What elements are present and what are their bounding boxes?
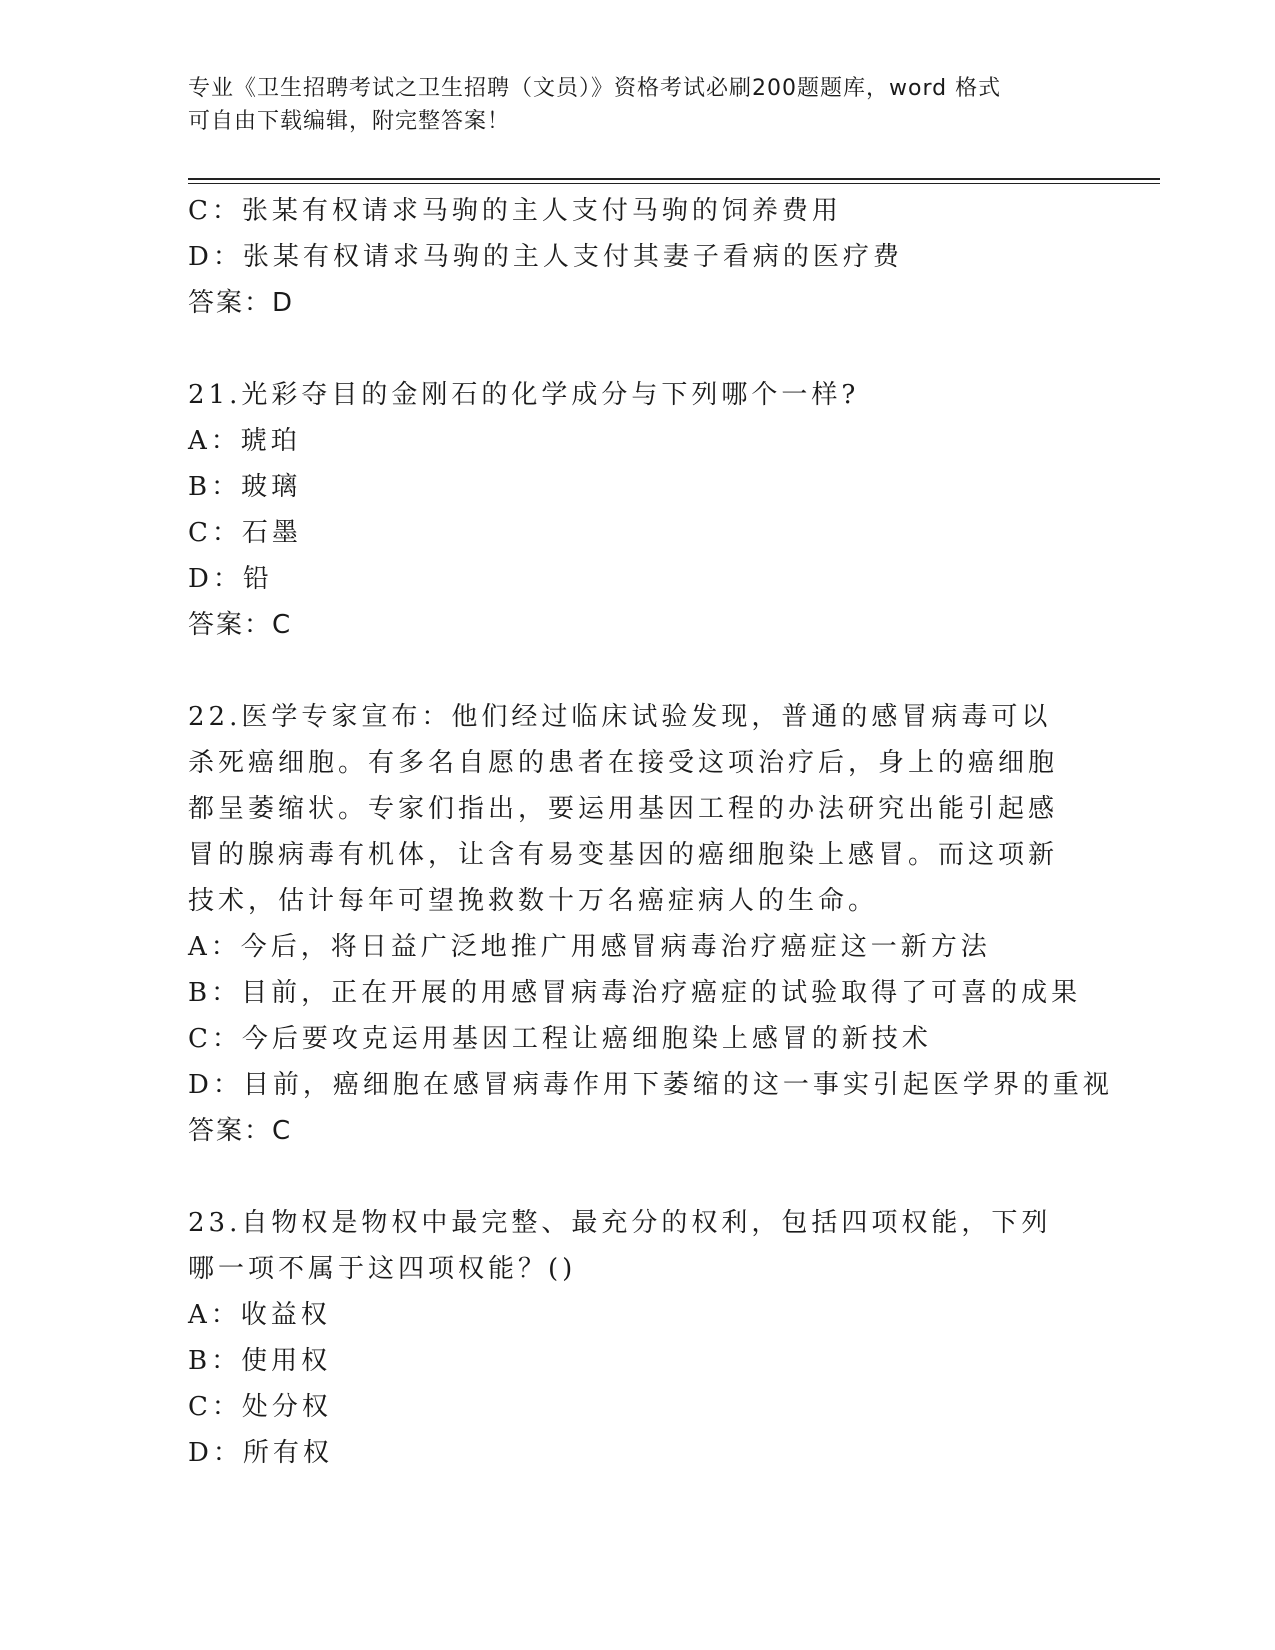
option-c: C：处分权	[188, 1392, 332, 1422]
question-23	[188, 1200, 1088, 1476]
header-line-1: 专业《卫生招聘考试之卫生招聘（文员）》资格考试必刷200题题库，word 格式	[188, 76, 1002, 101]
answer: 答案：D	[188, 288, 295, 318]
option-a: A：今后，将日益广泛地推广用感冒病毒治疗癌症这一新方法	[188, 932, 991, 962]
question-list	[188, 188, 1113, 1476]
option-c: C：石墨	[188, 518, 302, 548]
header-divider	[188, 178, 1160, 180]
page-header	[188, 72, 1068, 138]
option-d: D：铅	[188, 564, 273, 594]
option-d: D：张某有权请求马驹的主人支付其妻子看病的医疗费	[188, 242, 903, 272]
question-stem: 22.医学专家宣布：他们经过临床试验发现，普通的感冒病毒可以杀死癌细胞。有多名自愿的患者在接受这项治疗后，身上的癌细胞都呈萎缩状。专家们指出，要运用基因工程的办法研究出能引起感冒的腺病毒有机体，让含有易变基因的癌细胞染上感冒。而这项新技术，估计每年可望挽救数十万名癌症病人的生命。	[188, 702, 1059, 916]
question-20-tail	[188, 188, 1088, 326]
answer: 答案：C	[188, 610, 293, 640]
question-stem: 21.光彩夺目的金刚石的化学成分与下列哪个一样?	[188, 380, 860, 410]
option-b: B：玻璃	[188, 472, 302, 502]
header-line-2: 可自由下载编辑，附完整答案！	[188, 109, 511, 134]
option-a: A：琥珀	[188, 426, 301, 456]
answer: 答案：C	[188, 1116, 293, 1146]
option-c: C：张某有权请求马驹的主人支付马驹的饲养费用	[188, 196, 842, 226]
question-21	[188, 372, 1088, 648]
option-b: B：目前，正在开展的用感冒病毒治疗癌症的试验取得了可喜的成果	[188, 978, 1082, 1008]
question-22	[188, 694, 1113, 1154]
option-a: A：收益权	[188, 1300, 331, 1330]
option-d: D：所有权	[188, 1438, 333, 1468]
question-stem: 23.自物权是物权中最完整、最充分的权利，包括四项权能，下列哪一项不属于这四项权能？()	[188, 1208, 1052, 1284]
option-b: B：使用权	[188, 1346, 332, 1376]
option-c: C：今后要攻克运用基因工程让癌细胞染上感冒的新技术	[188, 1024, 932, 1054]
option-d: D：目前，癌细胞在感冒病毒作用下萎缩的这一事实引起医学界的重视	[188, 1070, 1113, 1100]
